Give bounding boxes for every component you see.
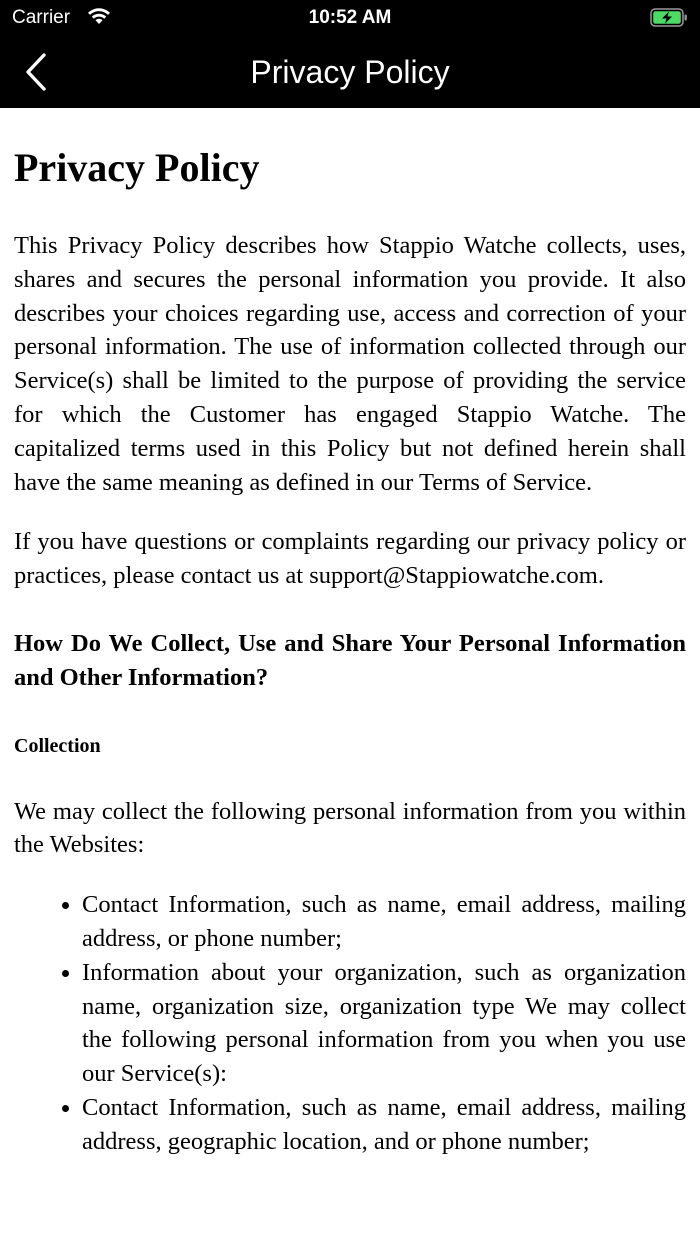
status-bar: [0, 0, 700, 36]
collection-list: [14, 888, 686, 1158]
list-item: • Contact Information, such as name, email address, mailing address, geographic location, and or phone number;: [82, 1091, 686, 1159]
contact-paragraph: If you have questions or complaints regarding our privacy policy or practices, please contact us at support@Stappiowatche.com.: [14, 528, 686, 590]
collection-subheading: Collection: [14, 734, 101, 757]
list-item: • Information about your organization, such as organization name, organization size, organization type We may collect the following personal information from you when you use our Service(s):: [82, 956, 686, 1091]
carrier-label: Carrier: [12, 7, 71, 28]
section-heading: How Do We Collect, Use and Share Your Personal Information and Other Information?: [14, 629, 686, 691]
status-time: 10:52 AM: [308, 7, 392, 28]
page-heading: Privacy Policy: [14, 145, 260, 190]
navigation-bar: [0, 36, 700, 108]
policy-content: [14, 108, 686, 1159]
collection-intro-paragraph: We may collect the following personal information from you within the Websites:: [14, 797, 686, 859]
intro-paragraph: This Privacy Policy describes how Stappio Watche collects, uses, shares and secures the personal information you provide. It also describes your choices regarding use, access and correction of your personal information. The use of information collected through our Service(s) shall be limited to the purpose of providing the service for which the Customer has engaged Stappio Watche. The capitalized terms used in this Policy but not defined herein shall have the same meaning as defined in our Terms of Service.: [14, 232, 686, 496]
list-item: • Contact Information, such as name, email address, mailing address, or phone number;: [82, 888, 686, 956]
nav-title: Privacy Policy: [250, 54, 450, 90]
battery-charging-icon: [650, 8, 688, 27]
